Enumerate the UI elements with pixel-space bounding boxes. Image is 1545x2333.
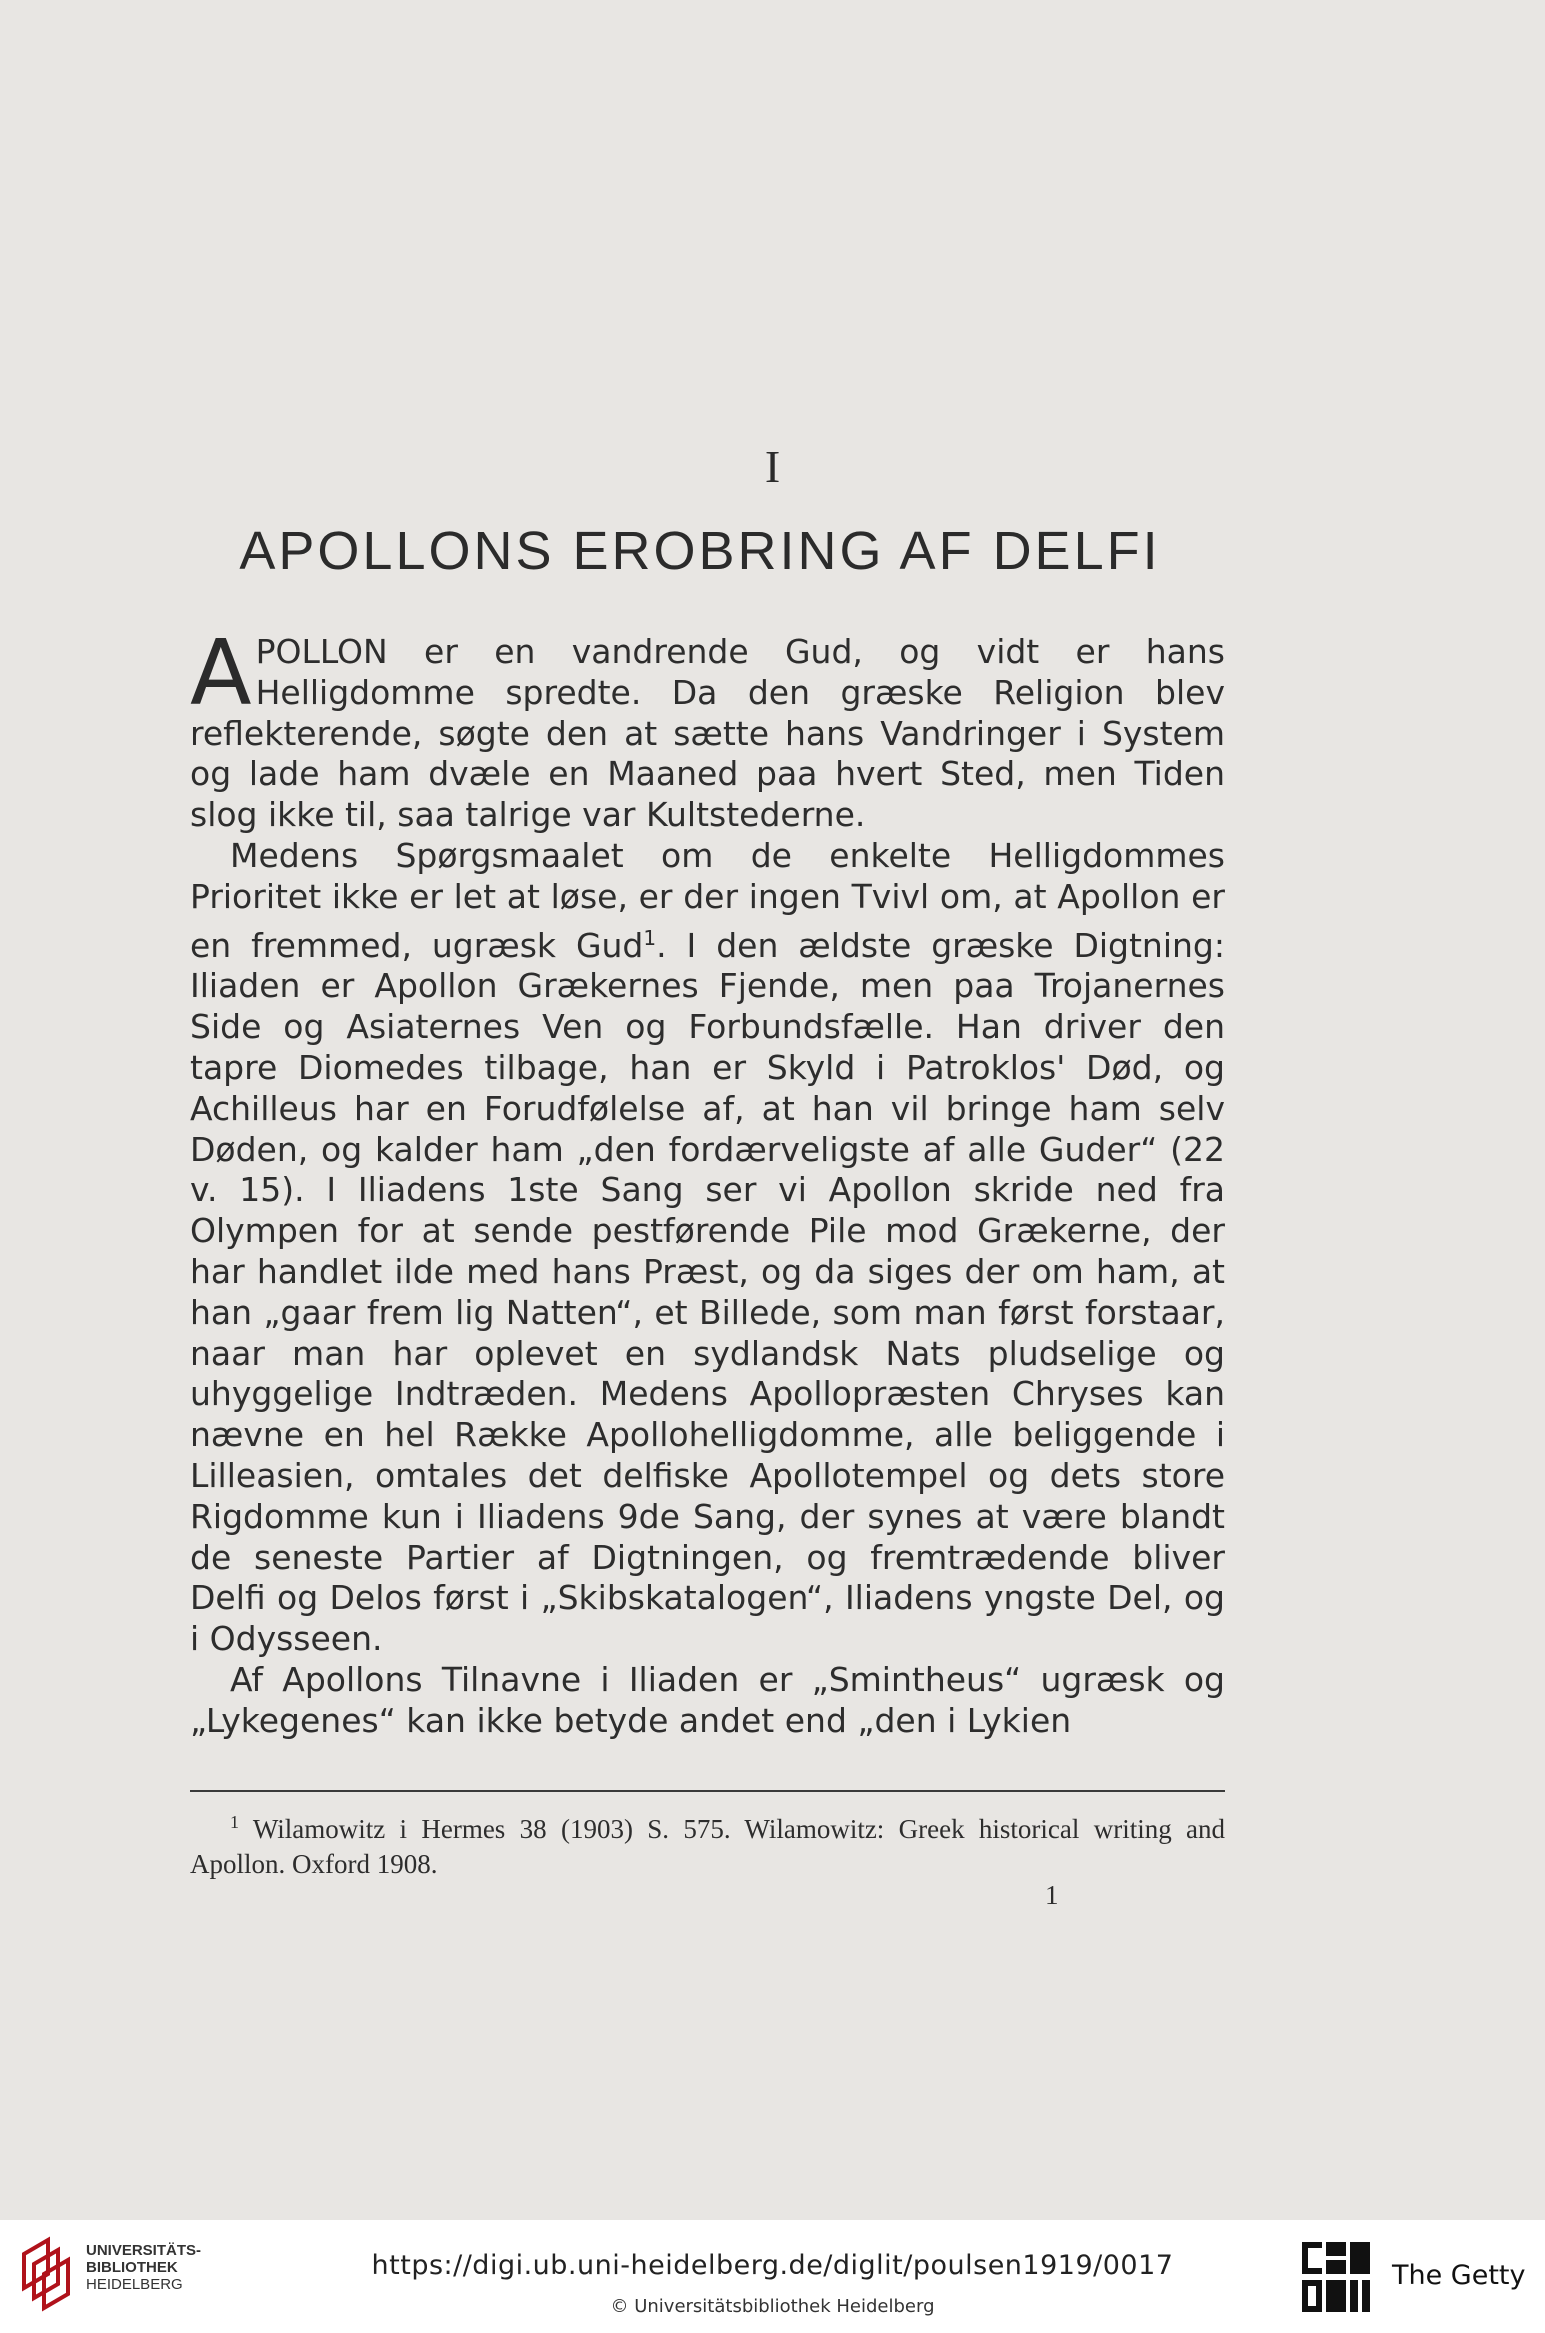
- footnote-text: Wilamowitz i Hermes 38 (1903) S. 575. Wilamowitz: Greek historical writing and Apollon. Oxford 1908.: [190, 1814, 1225, 1879]
- paragraph-1: [190, 621, 1225, 836]
- paragraph-1-text: POLLON er en vandrende Gud, og vidt er hans Helligdomme spredte. Da den græske Religion blev reflekterende, søgte den at sætte hans Vandringer i System og lade ham dvæle en Maaned paa hvert Sted, men Tiden slog ikke til, saa talrige var Kultstederne.: [190, 632, 1225, 835]
- getty-logo-icon: [1300, 2238, 1372, 2318]
- paragraph-2-text-a: Medens Spørgsmaalet om de enkelte Helligdommes Prioritet ikke er let at løse, er der ingen Tvivl om, at Apollon er en fremmed, ugræsk Gud: [190, 835, 1225, 965]
- chapter-number: I: [764, 441, 781, 492]
- footnote-reference: 1: [643, 925, 657, 950]
- footnote-marker: 1: [230, 1812, 239, 1832]
- paragraph-3: [190, 1660, 1225, 1742]
- footer-bar: [0, 2220, 1545, 2333]
- paragraph-2-text-b: . I den ældste græske Digtning: Iliaden er Apollon Grækernes Fjende, men paa Trojanernes Side og Asiaternes Ven og Forbundsfælle. Han driver den tapre Diomedes tilbage, han er Skyld i Patroklos' Død, og Achilleus har en Forudfølelse af, at han vil bringe ham selv Døden, og kalder ham „den fordærveligste af alle Guder“ (22 v. 15). I Iliadens 1ste Sang ser vi Apollon skride ned fra Olympen for at sende pestførende Pile mod Grækerne, der har handlet ilde med hans Præst, og da siges der om ham, at han „gaar frem lig Natten“, et Billede, som man først forstaar, naar man har oplevet en sydlandsk Nats pludselige og uhyggelige Indtræden. Medens Apollopræsten Chryses kan nævne en hel Række Apollohelligdomme, alle beliggende i Lilleasien, omtales det delfiske Apollotempel og dets store Rigdomme kun i Iliadens 9de Sang, der synes at være blandt de seneste Partier af Digtningen, og fremtrædende bliver Delfi og Delos først i „Skibskatalogen“, Iliadens yngste Del, og i Odysseen.: [190, 925, 1225, 1659]
- library-line-3: HEIDELBERG: [86, 2276, 183, 2293]
- drop-cap: A: [190, 621, 252, 726]
- footnote: [190, 1805, 1225, 1882]
- page-number: 1: [1045, 1880, 1059, 1910]
- paragraph-3-text: Af Apollons Tilnavne i Iliaden er „Smintheus“ ugræsk og „Lykegenes“ kan ikke betyde andet end „den i Lykien: [190, 1659, 1225, 1740]
- library-line-2: BIBLIOTHEK: [86, 2259, 178, 2276]
- paragraph-2: [190, 836, 1225, 1660]
- footnote-rule: [190, 1790, 1225, 1792]
- library-line-1: UNIVERSITÄTS-: [86, 2242, 202, 2259]
- document-url-link[interactable]: https://digi.ub.uni-heidelberg.de/diglit/poulsen1919/0017: [371, 2250, 1174, 2281]
- chapter-title: APOLLONS EROBRING AF DELFI: [239, 521, 1161, 581]
- body-text: [190, 621, 1225, 1742]
- getty-label: The Getty: [1392, 2260, 1526, 2291]
- copyright-notice: © Universitätsbibliothek Heidelberg: [610, 2296, 935, 2317]
